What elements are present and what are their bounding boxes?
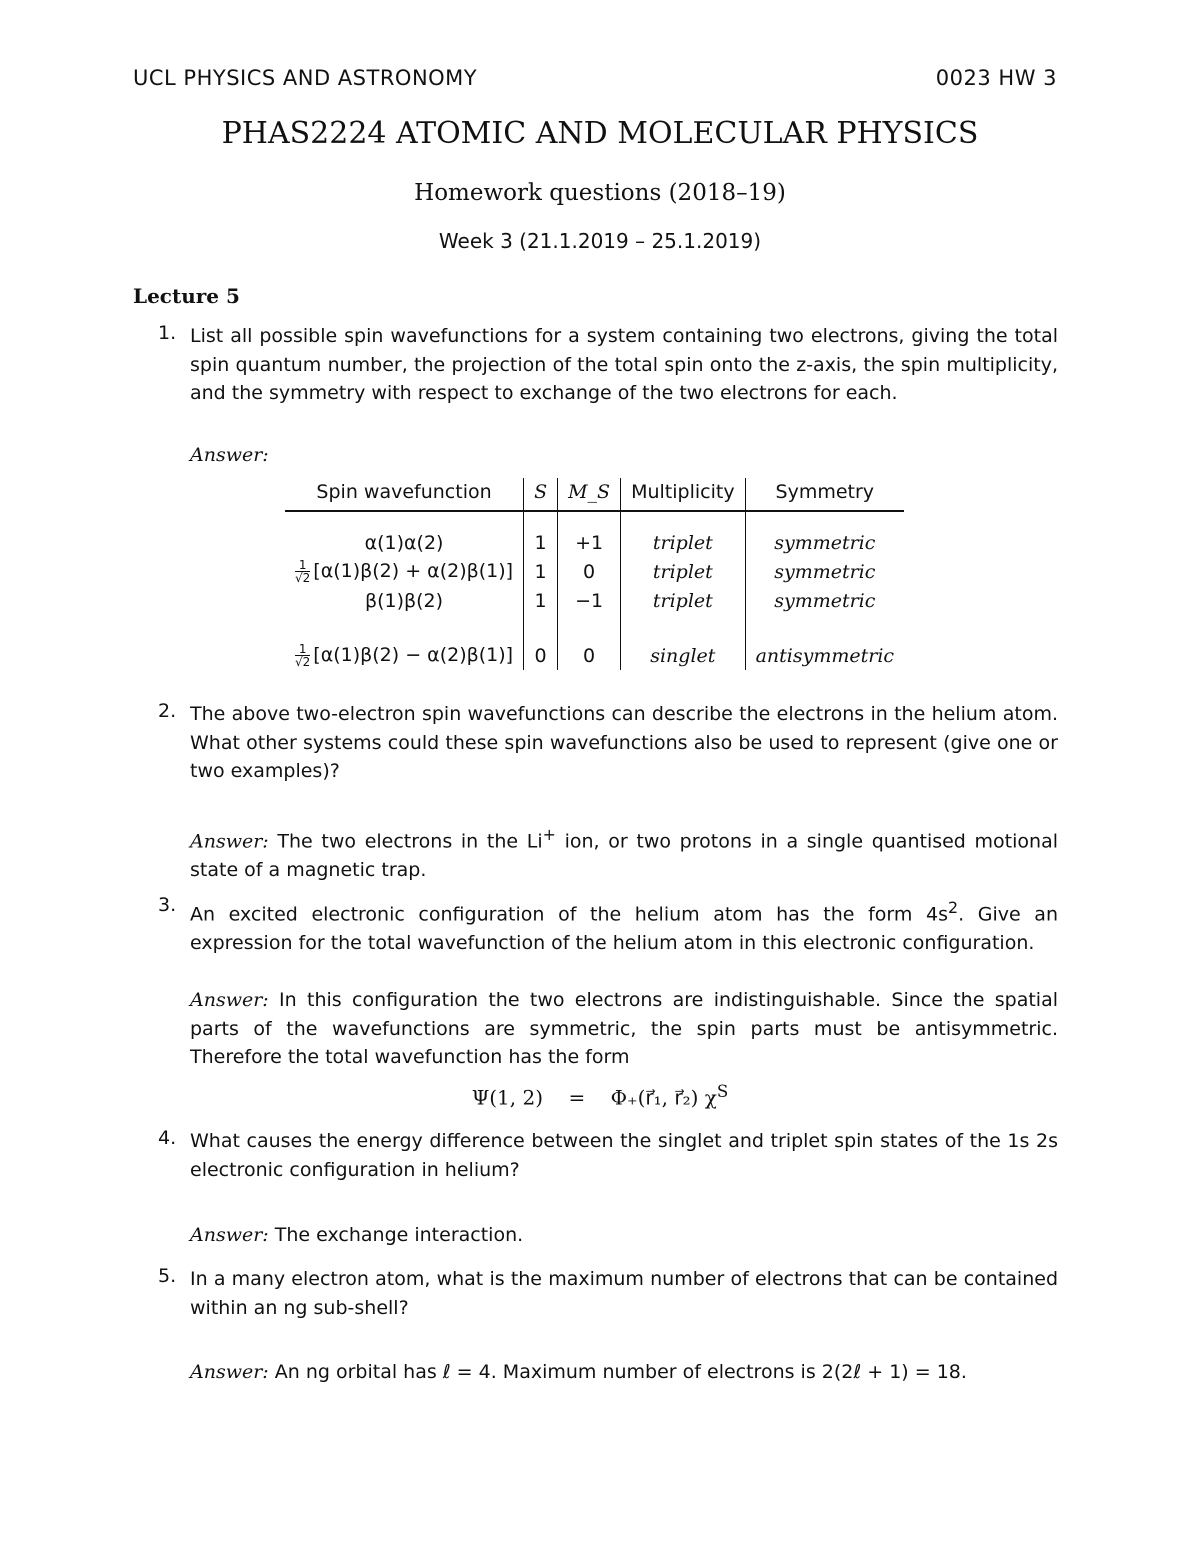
fraction (295, 643, 310, 668)
cell-s: 1 (524, 586, 558, 615)
header-spin-wavefunction: Spin wavefunction (285, 478, 524, 511)
spin-table (285, 478, 904, 670)
q4-answer (190, 1221, 1058, 1250)
header-s: S (524, 478, 558, 511)
q5-number: 5. (158, 1265, 177, 1287)
answer-label: Answer: (190, 989, 269, 1011)
cell-symmetry: symmetric (745, 557, 904, 586)
wavefunction-text: [α(1)β(2) + α(2)β(1)] (313, 560, 514, 582)
q3-text-b: . Give an expression for the total wavefunction of the helium atom in this electronic configuration. (190, 903, 1058, 954)
table-row (285, 641, 904, 670)
cell-multiplicity: triplet (621, 528, 745, 557)
q2-answer-a: The two electrons in the Li (277, 830, 543, 853)
q3-answer (190, 986, 1058, 1072)
week-line: Week 3 (21.1.2019 – 25.1.2019) (438, 229, 762, 253)
q2-answer-b: ion, or two protons in a single quantised motional state of a magnetic trap. (190, 830, 1059, 881)
fraction (295, 559, 310, 584)
answer-label: Answer: (190, 1224, 269, 1246)
q2-answer (190, 821, 1058, 885)
q3-number: 3. (158, 894, 177, 916)
cell-ms: 0 (558, 557, 621, 586)
page-title: PHAS2224 ATOMIC AND MOLECULAR PHYSICS (221, 116, 979, 151)
header-multiplicity: Multiplicity (621, 478, 745, 511)
answer-label: Answer: (190, 830, 269, 853)
cell-ms: 0 (558, 641, 621, 670)
lecture-heading: Lecture 5 (133, 284, 240, 308)
q4-answer-text: The exchange interaction. (274, 1224, 524, 1246)
answer-label: Answer: (190, 444, 269, 466)
cell-symmetry: symmetric (745, 586, 904, 615)
equation-equals: = (568, 1085, 586, 1110)
answer-label: Answer: (190, 1361, 269, 1383)
cell-wavefunction: α(1)α(2) (364, 531, 444, 554)
cell-wavefunction (285, 557, 524, 586)
q5-answer (190, 1358, 1058, 1387)
header-symmetry: Symmetry (745, 478, 904, 511)
q5-text: In a many electron atom, what is the maximum number of electrons that can be contained within an ng sub-shell? (190, 1268, 1058, 1319)
q1-answer-label (190, 441, 269, 470)
q2-answer-sup: + (542, 825, 556, 844)
cell-symmetry: symmetric (745, 528, 904, 557)
q3-equation (0, 1082, 1200, 1110)
wavefunction-text: [α(1)β(2) − α(2)β(1)] (313, 644, 514, 666)
header-right: 0023 HW 3 (935, 66, 1057, 90)
q3-text-sup: 2 (948, 898, 959, 917)
cell-wavefunction: β(1)β(2) (364, 589, 444, 612)
equation-sup: S (716, 1082, 729, 1101)
cell-multiplicity: singlet (621, 641, 745, 670)
equation-rhs: Φ₊(r⃗₁, r⃗₂) χ (610, 1085, 717, 1110)
cell-ms: −1 (558, 586, 621, 615)
fraction-denominator: √2 (295, 571, 311, 585)
cell-ms: +1 (558, 528, 621, 557)
cell-multiplicity: triplet (621, 557, 745, 586)
cell-s: 1 (524, 557, 558, 586)
q3-text-a: An excited electronic configuration of the helium atom has the form 4s (190, 903, 949, 926)
fraction-denominator: √2 (295, 655, 311, 669)
table-row (285, 528, 904, 557)
fraction-numerator: 1 (295, 643, 310, 656)
q2-number: 2. (158, 700, 177, 722)
table-row (285, 557, 904, 586)
page-subtitle: Homework questions (2018–19) (414, 180, 786, 206)
cell-s: 0 (524, 641, 558, 670)
q2-text: The above two-electron spin wavefunctions can describe the electrons in the helium atom. What other systems could these spin wavefunctions also be used to represent (give one or two examples)? (190, 703, 1058, 783)
header-left: UCL PHYSICS AND ASTRONOMY (133, 66, 478, 90)
cell-s: 1 (524, 528, 558, 557)
q4-text: What causes the energy difference between the singlet and triplet spin states of the 1s 2s electronic configuration in helium? (190, 1130, 1058, 1181)
q1-number: 1. (158, 322, 177, 344)
table-header-row (285, 478, 904, 511)
q3-text (190, 894, 1058, 958)
table-row (285, 586, 904, 615)
cell-multiplicity: triplet (621, 586, 745, 615)
q5-answer-text: An ng orbital has ℓ = 4. Maximum number of electrons is 2(2ℓ + 1) = 18. (274, 1361, 967, 1383)
cell-symmetry: antisymmetric (745, 641, 904, 670)
equation-lhs: Ψ(1, 2) (471, 1085, 543, 1110)
q4-number: 4. (158, 1127, 177, 1149)
q1-text: List all possible spin wavefunctions for a system containing two electrons, giving the total spin quantum number, the projection of the total spin onto the z-axis, the spin multiplicity, and the symmetry with respect to exchange of the two electrons for each. (190, 325, 1058, 405)
fraction-numerator: 1 (295, 559, 310, 572)
header-ms: M_S (558, 478, 621, 511)
cell-wavefunction (285, 641, 524, 670)
q3-answer-text: In this configuration the two electrons are indistinguishable. Since the spatial parts of the wavefunctions are symmetric, the spin parts must be antisymmetric. Therefore the total wavefunction has the form (190, 989, 1058, 1069)
